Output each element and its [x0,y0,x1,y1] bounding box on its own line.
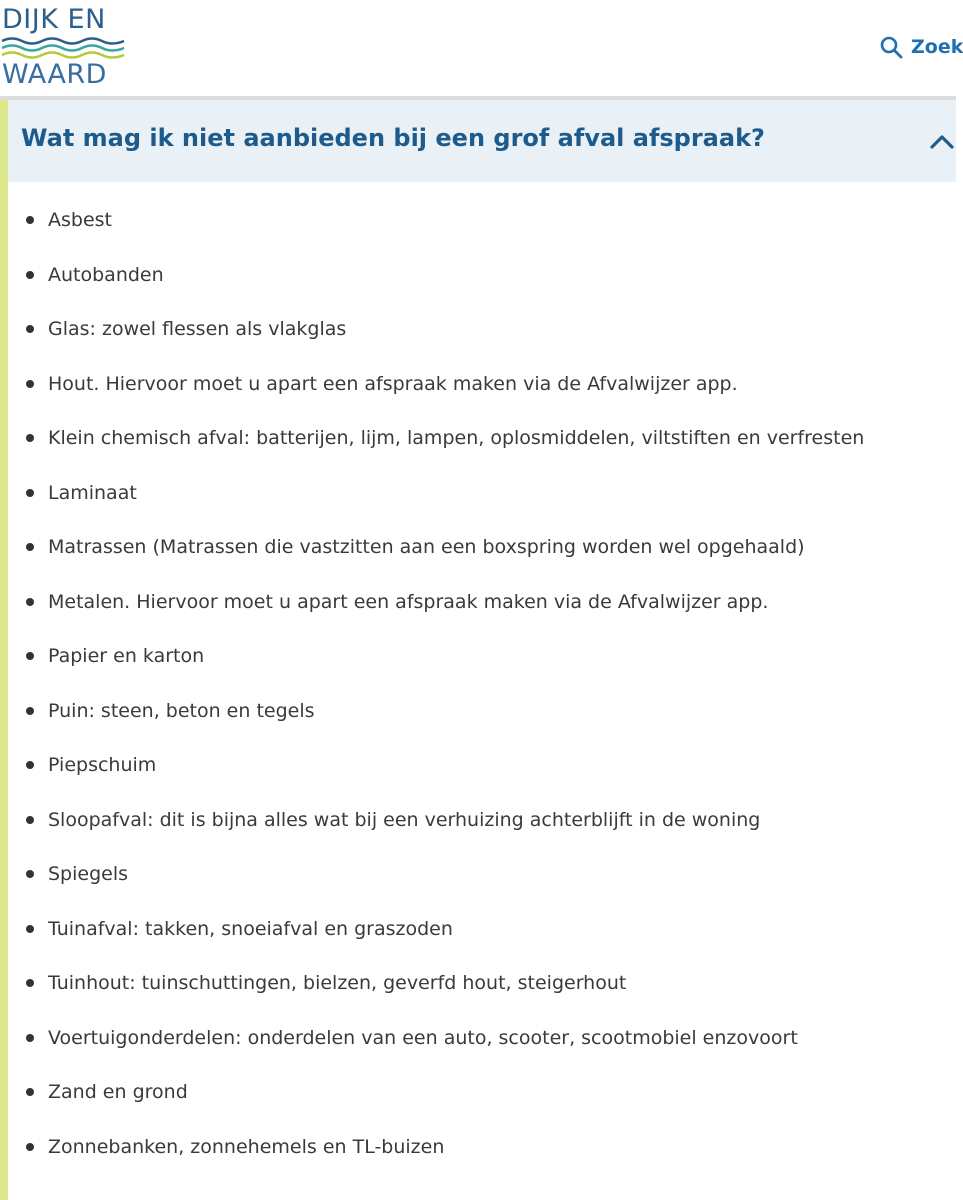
list-item-text: Papier en karton [48,645,205,667]
list-item-text: Zand en grond [48,1081,188,1103]
list-item [8,466,948,521]
bullet-icon [26,870,34,878]
bullet-icon [26,979,34,987]
chevron-up-icon[interactable] [928,130,956,154]
bullet-icon [26,925,34,933]
list-item [8,847,948,902]
non-accepted-items-list [8,193,948,1174]
dijk-en-waard-logo[interactable] [2,6,126,88]
bullet-icon [26,1143,34,1151]
bullet-icon [26,271,34,279]
list-item-text: Asbest [48,209,112,231]
accordion-header[interactable] [8,100,956,182]
list-item [8,575,948,630]
list-item-text: Piepschuim [48,754,157,776]
list-item-text: Laminaat [48,481,137,504]
list-item-text: Voertuigonderdelen: onderdelen van een auto, scooter, scootmobiel enzovoort [48,1026,798,1049]
list-item-text: Puin: steen, beton en tegels [48,699,315,722]
site-header [0,0,963,96]
bullet-icon [26,325,34,333]
list-item [8,956,948,1011]
list-item [8,302,948,357]
list-item [8,629,948,684]
accordion-side-bar [0,100,8,1200]
bullet-icon [26,1088,34,1096]
bullet-icon [26,816,34,824]
bullet-icon [26,598,34,606]
logo-text-top: DIJK EN [2,4,106,35]
list-item [8,1065,948,1120]
bullet-icon [26,489,34,497]
list-item-text: Klein chemisch afval: batterijen, lijm, lampen, oplosmiddelen, viltstiften en verfresten [48,427,865,449]
list-item [8,1120,948,1175]
list-item-text: Glas: zowel flessen als vlakglas [48,318,347,340]
list-item [8,411,948,466]
list-item [8,738,948,793]
logo-text-bottom: WAARD [2,59,107,90]
list-item [8,357,948,412]
bullet-icon [26,380,34,388]
bullet-icon [26,652,34,660]
list-item-text: Zonnebanken, zonnehemels en TL-buizen [48,1135,445,1158]
list-item-text: Sloopafval: dit is bijna alles wat bij een verhuizing achterblijft in de woning [48,808,761,831]
search-icon [879,35,903,59]
list-item [8,1011,948,1066]
list-item-text: Spiegels [48,863,129,885]
bullet-icon [26,707,34,715]
bullet-icon [26,216,34,224]
list-item-text: Tuinhout: tuinschuttingen, bielzen, geverfd hout, steigerhout [48,972,627,994]
list-item [8,520,948,575]
bullet-icon [26,761,34,769]
list-item-text: Hout. Hiervoor moet u apart een afspraak maken via de Afvalwijzer app. [48,372,738,395]
bullet-icon [26,434,34,442]
bullet-icon [26,1034,34,1042]
list-item-text: Autobanden [48,263,164,286]
search-link[interactable] [879,33,963,61]
list-item [8,684,948,739]
list-item [8,248,948,303]
list-item-text: Metalen. Hiervoor moet u apart een afspraak maken via de Afvalwijzer app. [48,590,769,613]
list-item [8,902,948,957]
list-item-text: Matrassen (Matrassen die vastzitten aan een boxspring worden wel opgehaald) [48,536,805,558]
bullet-icon [26,543,34,551]
list-item-text: Tuinafval: takken, snoeiafval en graszoden [48,917,453,940]
list-item [8,793,948,848]
list-item [8,193,948,248]
logo-waves-icon [2,36,126,60]
search-label: Zoek [911,36,963,58]
accordion-title: Wat mag ik niet aanbieden bij een grof afval afspraak? [21,124,765,152]
